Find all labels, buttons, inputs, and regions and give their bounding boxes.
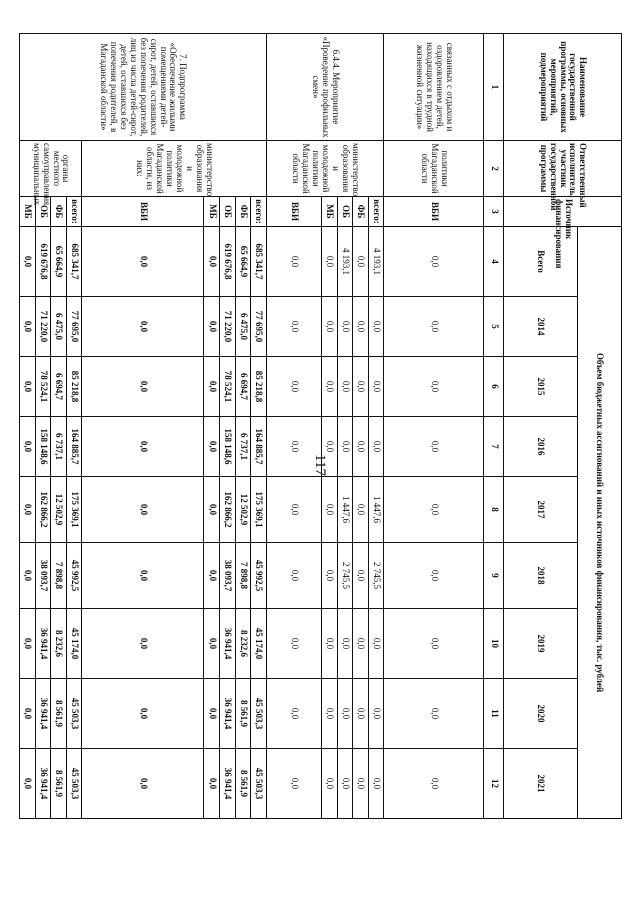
value-cell: 0,0 — [266, 679, 322, 749]
value-cell: 0,0 — [204, 609, 220, 679]
value-cell: 45 503,3 — [66, 749, 82, 819]
source-label: МБ — [322, 197, 338, 227]
value-cell: 158 148,6 — [219, 417, 235, 477]
source-label: ФБ — [51, 197, 67, 227]
source-label: ФБ — [235, 197, 251, 227]
value-cell: 36 941,4 — [35, 609, 51, 679]
value-cell: 0,0 — [322, 227, 338, 297]
source-label: ОБ — [337, 197, 353, 227]
col-number: 7 — [484, 417, 504, 477]
value-cell: 71 220,0 — [219, 297, 235, 357]
header-year-2020: 2020 — [504, 679, 577, 749]
col-number: 8 — [484, 477, 504, 543]
value-cell: 0,0 — [20, 679, 36, 749]
value-cell: 0,0 — [353, 543, 369, 609]
value-cell: 0,0 — [266, 227, 322, 297]
source-label: ОБ — [35, 197, 51, 227]
value-cell: 4 193,1 — [368, 227, 384, 297]
value-cell: 6 475,0 — [51, 297, 67, 357]
value-cell: 85 218,8 — [251, 357, 267, 417]
col-number: 3 — [484, 197, 504, 227]
value-cell: 0,0 — [368, 749, 384, 819]
header-year-2017: 2017 — [504, 477, 577, 543]
value-cell: 45 503,3 — [251, 749, 267, 819]
value-cell: 0,0 — [20, 609, 36, 679]
header-year-2018: 2018 — [504, 543, 577, 609]
value-cell: 45 174,0 — [66, 609, 82, 679]
header-program-name: Наименование государственной программы, основных мероприятий, подмероприятий — [504, 34, 622, 141]
header-year-2014: 2014 — [504, 297, 577, 357]
value-cell: 164 885,7 — [251, 417, 267, 477]
value-cell: 0,0 — [204, 227, 220, 297]
value-cell: 158 148,6 — [35, 417, 51, 477]
value-cell: 0,0 — [82, 357, 204, 417]
page-number: 117 — [312, 454, 328, 476]
value-cell: 38 093,7 — [219, 543, 235, 609]
table-row — [66, 34, 82, 819]
source-label: ФБ — [353, 197, 369, 227]
value-cell: 0,0 — [353, 297, 369, 357]
value-cell: 78 524,1 — [35, 357, 51, 417]
value-cell: 0,0 — [337, 679, 353, 749]
source-label: всего: — [368, 197, 384, 227]
executor: политики Магаданской области — [384, 141, 484, 197]
value-cell: 0,0 — [322, 297, 338, 357]
source-label: всего: — [251, 197, 267, 227]
value-cell: 0,0 — [322, 477, 338, 543]
value-cell: 685 341,7 — [251, 227, 267, 297]
value-cell: 0,0 — [353, 477, 369, 543]
value-cell: 2 745,5 — [337, 543, 353, 609]
column-numbers-row — [484, 34, 504, 819]
program-name: 7. Подпрограмма «Обеспечение жилыми помещениями детей-сирот, детей, оставшихся без попечения родителей, лиц из числа детей-сирот, детей, оставшихся без попечения родителей, в Магаданской области» — [20, 34, 267, 141]
value-cell: 0,0 — [353, 227, 369, 297]
value-cell: 0,0 — [266, 357, 322, 417]
program-name: связанных с отдыхом и оздоровлением детей, находящихся в трудной жизненной ситуации» — [384, 34, 484, 141]
value-cell: 164 885,7 — [66, 417, 82, 477]
value-cell: 0,0 — [353, 609, 369, 679]
header-year-2019: 2019 — [504, 609, 577, 679]
value-cell: 162 866,2 — [219, 477, 235, 543]
value-cell: 77 695,0 — [66, 297, 82, 357]
header-funding-title: Объем бюджетных ассигнований и иных источников финансирования, тыс. рублей — [577, 227, 621, 819]
value-cell: 0,0 — [82, 417, 204, 477]
value-cell: 0,0 — [20, 227, 36, 297]
value-cell: 0,0 — [82, 297, 204, 357]
value-cell: 36 941,4 — [219, 609, 235, 679]
value-cell: 0,0 — [20, 477, 36, 543]
value-cell: 619 676,8 — [35, 227, 51, 297]
value-cell: 77 695,0 — [251, 297, 267, 357]
value-cell: 8 561,9 — [51, 749, 67, 819]
executor: министерство образования и молодежной политики Магаданской области, из них: — [82, 141, 266, 197]
executor: органы местного самоуправления муниципальных — [20, 141, 82, 197]
value-cell: 1 447,6 — [337, 477, 353, 543]
col-number: 10 — [484, 609, 504, 679]
value-cell: 619 676,8 — [219, 227, 235, 297]
value-cell: 45 992,5 — [251, 543, 267, 609]
value-cell: 8 561,9 — [235, 679, 251, 749]
value-cell: 162 866,2 — [35, 477, 51, 543]
value-cell: 7 898,8 — [51, 543, 67, 609]
value-cell: 0,0 — [20, 417, 36, 477]
header-source: Источник финансирования — [504, 197, 622, 227]
value-cell: 0,0 — [337, 297, 353, 357]
value-cell: 8 232,6 — [51, 609, 67, 679]
value-cell: 0,0 — [368, 357, 384, 417]
value-cell: 0,0 — [204, 477, 220, 543]
value-cell: 0,0 — [266, 609, 322, 679]
program-name: 6.4.4. Мероприятие «Проведение профильных смен» — [266, 34, 384, 141]
value-cell: 65 664,9 — [51, 227, 67, 297]
col-number: 9 — [484, 543, 504, 609]
value-cell: 0,0 — [266, 417, 322, 477]
value-cell: 8 561,9 — [235, 749, 251, 819]
value-cell: 0,0 — [384, 749, 484, 819]
value-cell: 0,0 — [266, 297, 322, 357]
value-cell: 0,0 — [353, 417, 369, 477]
source-label: МБ — [20, 197, 36, 227]
value-cell: 0,0 — [266, 477, 322, 543]
value-cell: 6 737,1 — [235, 417, 251, 477]
header-year-2016: 2016 — [504, 417, 577, 477]
col-number: 5 — [484, 297, 504, 357]
executor: министерство образования и молодежной политики Магаданской области — [266, 141, 384, 197]
value-cell: 0,0 — [384, 477, 484, 543]
table-row — [251, 34, 267, 819]
source-label: ОБ — [219, 197, 235, 227]
value-cell: 0,0 — [384, 357, 484, 417]
value-cell: 12 502,9 — [51, 477, 67, 543]
value-cell: 0,0 — [266, 543, 322, 609]
value-cell: 8 232,6 — [235, 609, 251, 679]
value-cell: 12 502,9 — [235, 477, 251, 543]
value-cell: 0,0 — [353, 357, 369, 417]
value-cell: 0,0 — [20, 543, 36, 609]
value-cell: 1 447,6 — [368, 477, 384, 543]
value-cell: 0,0 — [82, 227, 204, 297]
value-cell: 8 561,9 — [51, 679, 67, 749]
table-row — [368, 34, 384, 819]
source-label: ВБИ — [266, 197, 322, 227]
header-year-2015: 2015 — [504, 357, 577, 417]
header-year-2021: 2021 — [504, 749, 577, 819]
value-cell: 71 220,0 — [35, 297, 51, 357]
value-cell: 0,0 — [353, 749, 369, 819]
source-label: ВБИ — [384, 197, 484, 227]
value-cell: 0,0 — [266, 749, 322, 819]
value-cell: 0,0 — [322, 417, 338, 477]
value-cell: 0,0 — [384, 417, 484, 477]
col-number: 11 — [484, 679, 504, 749]
table-row — [384, 34, 484, 819]
value-cell: 0,0 — [204, 679, 220, 749]
value-cell: 0,0 — [368, 679, 384, 749]
col-number: 6 — [484, 357, 504, 417]
value-cell: 7 898,8 — [235, 543, 251, 609]
value-cell: 38 093,7 — [35, 543, 51, 609]
value-cell: 0,0 — [204, 357, 220, 417]
value-cell: 0,0 — [384, 297, 484, 357]
value-cell: 0,0 — [82, 609, 204, 679]
value-cell: 6 737,1 — [51, 417, 67, 477]
source-label: всего: — [66, 197, 82, 227]
value-cell: 6 475,0 — [235, 297, 251, 357]
value-cell: 0,0 — [322, 357, 338, 417]
rotated-table-container — [19, 33, 622, 818]
value-cell: 2 745,5 — [368, 543, 384, 609]
value-cell: 36 941,4 — [219, 749, 235, 819]
value-cell: 0,0 — [82, 679, 204, 749]
value-cell: 0,0 — [204, 749, 220, 819]
source-label: ВБИ — [82, 197, 204, 227]
value-cell: 36 941,4 — [35, 679, 51, 749]
header-executor: Ответственный исполнитель, участник государственной программы — [504, 141, 622, 197]
value-cell: 6 694,7 — [235, 357, 251, 417]
value-cell: 45 503,3 — [251, 679, 267, 749]
value-cell: 0,0 — [384, 679, 484, 749]
value-cell: 65 664,9 — [235, 227, 251, 297]
value-cell: 0,0 — [368, 417, 384, 477]
value-cell: 0,0 — [20, 357, 36, 417]
value-cell: 0,0 — [384, 543, 484, 609]
value-cell: 0,0 — [322, 749, 338, 819]
value-cell: 0,0 — [384, 227, 484, 297]
value-cell: 175 369,1 — [251, 477, 267, 543]
value-cell: 0,0 — [337, 417, 353, 477]
value-cell: 0,0 — [82, 477, 204, 543]
header-year-total: Всего — [504, 227, 577, 297]
value-cell: 85 218,8 — [66, 357, 82, 417]
col-number: 12 — [484, 749, 504, 819]
value-cell: 0,0 — [322, 609, 338, 679]
value-cell: 36 941,4 — [35, 749, 51, 819]
value-cell: 45 992,5 — [66, 543, 82, 609]
value-cell: 0,0 — [82, 749, 204, 819]
value-cell: 36 941,4 — [219, 679, 235, 749]
value-cell: 0,0 — [204, 297, 220, 357]
value-cell: 0,0 — [204, 417, 220, 477]
value-cell: 0,0 — [337, 749, 353, 819]
col-number: 1 — [484, 34, 504, 141]
col-number: 2 — [484, 141, 504, 197]
value-cell: 0,0 — [368, 297, 384, 357]
source-label: МБ — [204, 197, 220, 227]
value-cell: 0,0 — [20, 297, 36, 357]
value-cell: 0,0 — [353, 679, 369, 749]
value-cell: 685 341,7 — [66, 227, 82, 297]
value-cell: 45 503,3 — [66, 679, 82, 749]
value-cell: 0,0 — [20, 749, 36, 819]
value-cell: 0,0 — [384, 609, 484, 679]
value-cell: 6 694,7 — [51, 357, 67, 417]
value-cell: 0,0 — [82, 543, 204, 609]
value-cell: 0,0 — [322, 679, 338, 749]
value-cell: 0,0 — [337, 609, 353, 679]
funding-table — [19, 33, 622, 819]
value-cell: 4 193,1 — [337, 227, 353, 297]
value-cell: 0,0 — [204, 543, 220, 609]
value-cell: 0,0 — [368, 609, 384, 679]
col-number: 4 — [484, 227, 504, 297]
value-cell: 0,0 — [337, 357, 353, 417]
value-cell: 0,0 — [322, 543, 338, 609]
value-cell: 78 524,1 — [219, 357, 235, 417]
value-cell: 45 174,0 — [251, 609, 267, 679]
value-cell: 175 369,1 — [66, 477, 82, 543]
